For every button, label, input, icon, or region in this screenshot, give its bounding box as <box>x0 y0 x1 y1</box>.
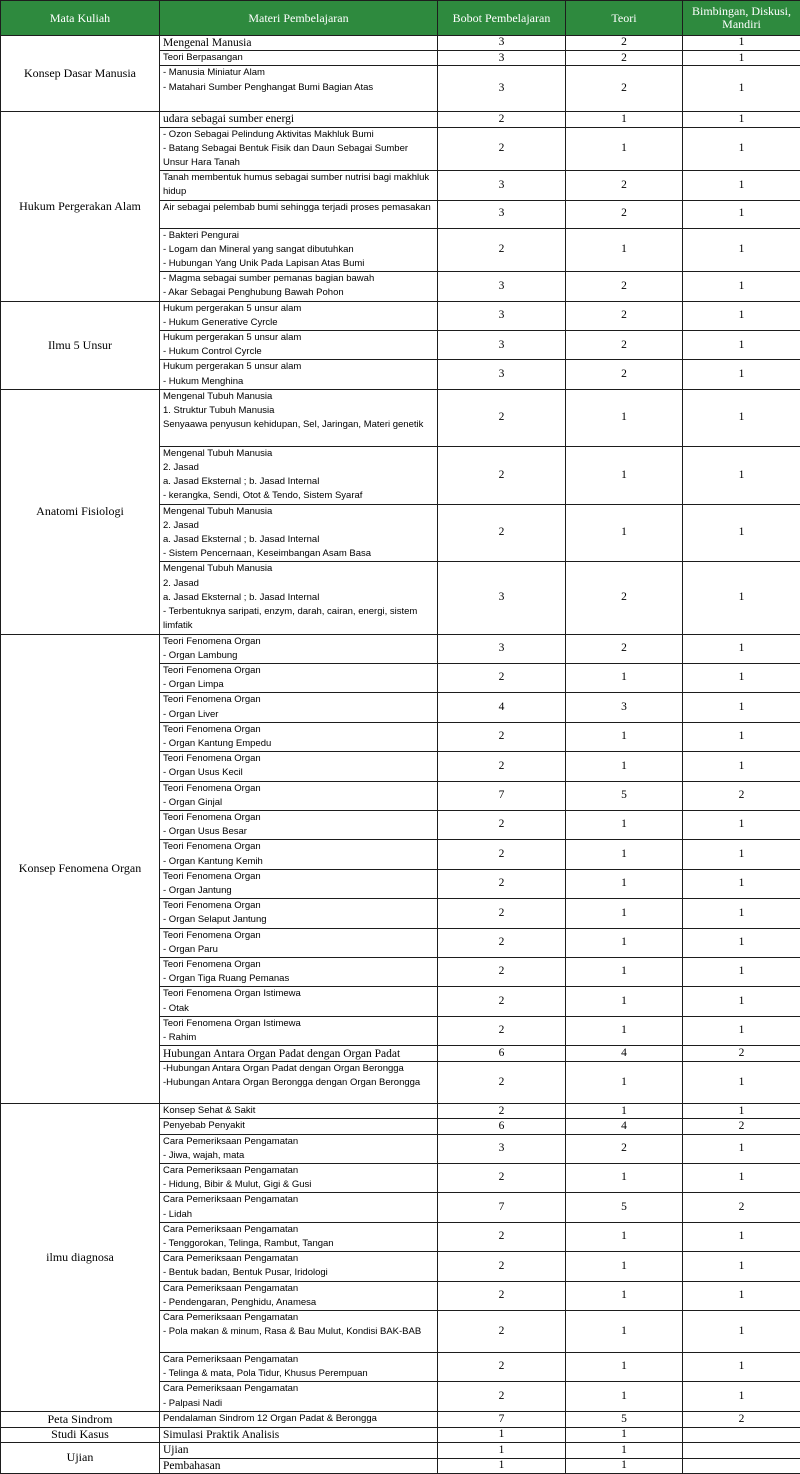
teori-cell: 1 <box>566 752 683 781</box>
bimbingan-cell <box>683 1459 800 1474</box>
materi-cell: - Ozon Sebagai Pelindung Aktivitas Makhluk Bumi - Batang Sebagai Bentuk Fisik dan Daun Sebagai Sumber Unsur Hara Tanah <box>160 127 438 171</box>
materi-cell: Teori Fenomena Organ - Organ Kantung Kemih <box>160 840 438 869</box>
bobot-cell: 2 <box>438 228 566 272</box>
teori-cell: 1 <box>566 1443 683 1459</box>
teori-cell: 1 <box>566 1062 683 1104</box>
bimbingan-cell: 1 <box>683 1016 800 1045</box>
teori-cell: 2 <box>566 171 683 200</box>
header-row <box>1 1 800 36</box>
materi-cell: Pendalaman Sindrom 12 Organ Padat & Berongga <box>160 1411 438 1427</box>
mata-kuliah-cell: Peta Sindrom <box>1 1411 160 1427</box>
bimbingan-cell: 1 <box>683 331 800 360</box>
table-row <box>1 1427 800 1442</box>
bobot-cell: 3 <box>438 360 566 389</box>
bobot-cell: 2 <box>438 840 566 869</box>
materi-cell: Hubungan Antara Organ Padat dengan Organ Padat <box>160 1046 438 1062</box>
teori-cell: 2 <box>566 66 683 112</box>
bimbingan-cell: 1 <box>683 1252 800 1281</box>
materi-cell: Pembahasan <box>160 1459 438 1474</box>
teori-cell: 4 <box>566 1046 683 1062</box>
teori-cell: 1 <box>566 663 683 692</box>
materi-cell: Teori Berpasangan <box>160 51 438 66</box>
header-bobot: Bobot Pembelajaran <box>438 1 566 36</box>
teori-cell: 2 <box>566 634 683 663</box>
teori-cell: 1 <box>566 504 683 562</box>
bobot-cell: 3 <box>438 51 566 66</box>
teori-cell: 1 <box>566 1459 683 1474</box>
teori-cell: 1 <box>566 869 683 898</box>
bobot-cell: 2 <box>438 446 566 504</box>
teori-cell: 1 <box>566 1311 683 1353</box>
bimbingan-cell: 1 <box>683 899 800 928</box>
teori-cell: 1 <box>566 1104 683 1119</box>
materi-cell: -Hubungan Antara Organ Padat dengan Organ Berongga -Hubungan Antara Organ Berongga dengan Organ Berongga <box>160 1062 438 1104</box>
teori-cell: 3 <box>566 693 683 722</box>
bobot-cell: 2 <box>438 752 566 781</box>
bobot-cell: 2 <box>438 869 566 898</box>
bobot-cell: 2 <box>438 957 566 986</box>
bobot-cell: 3 <box>438 331 566 360</box>
bobot-cell: 2 <box>438 987 566 1016</box>
bimbingan-cell: 2 <box>683 1119 800 1134</box>
teori-cell: 5 <box>566 1411 683 1427</box>
bimbingan-cell: 1 <box>683 127 800 171</box>
bimbingan-cell: 1 <box>683 36 800 51</box>
bobot-cell: 2 <box>438 1104 566 1119</box>
bimbingan-cell: 1 <box>683 957 800 986</box>
teori-cell: 1 <box>566 228 683 272</box>
teori-cell: 1 <box>566 1252 683 1281</box>
materi-cell: Cara Pemeriksaan Pengamatan - Lidah <box>160 1193 438 1222</box>
table-row <box>1 1443 800 1459</box>
bobot-cell: 3 <box>438 301 566 330</box>
materi-cell: Teori Fenomena Organ - Organ Tiga Ruang Pemanas <box>160 957 438 986</box>
teori-cell: 1 <box>566 810 683 839</box>
materi-cell: Simulasi Praktik Analisis <box>160 1427 438 1442</box>
materi-cell: Hukum pergerakan 5 unsur alam - Hukum Menghina <box>160 360 438 389</box>
materi-cell: Teori Fenomena Organ - Organ Usus Kecil <box>160 752 438 781</box>
bobot-cell: 3 <box>438 171 566 200</box>
materi-cell: Ujian <box>160 1443 438 1459</box>
teori-cell: 1 <box>566 928 683 957</box>
bobot-cell: 2 <box>438 663 566 692</box>
mata-kuliah-cell: ilmu diagnosa <box>1 1104 160 1412</box>
table-body <box>1 36 800 1474</box>
bobot-cell: 2 <box>438 722 566 751</box>
materi-cell: Teori Fenomena Organ - Organ Ginjal <box>160 781 438 810</box>
table-row <box>1 634 800 663</box>
bimbingan-cell: 1 <box>683 987 800 1016</box>
materi-cell: Cara Pemeriksaan Pengamatan - Hidung, Bibir & Mulut, Gigi & Gusi <box>160 1164 438 1193</box>
bobot-cell: 6 <box>438 1119 566 1134</box>
materi-cell: Cara Pemeriksaan Pengamatan - Telinga & mata, Pola Tidur, Khusus Perempuan <box>160 1353 438 1382</box>
materi-cell: Teori Fenomena Organ - Organ Limpa <box>160 663 438 692</box>
teori-cell: 2 <box>566 331 683 360</box>
materi-cell: Teori Fenomena Organ - Organ Liver <box>160 693 438 722</box>
bimbingan-cell: 1 <box>683 1281 800 1310</box>
table-row <box>1 1104 800 1119</box>
teori-cell: 5 <box>566 1193 683 1222</box>
teori-cell: 1 <box>566 127 683 171</box>
teori-cell: 1 <box>566 1164 683 1193</box>
bimbingan-cell: 1 <box>683 810 800 839</box>
bobot-cell: 2 <box>438 810 566 839</box>
bobot-cell: 3 <box>438 562 566 634</box>
bimbingan-cell: 1 <box>683 634 800 663</box>
materi-cell: Cara Pemeriksaan Pengamatan - Tenggorokan, Telinga, Rambut, Tangan <box>160 1222 438 1251</box>
bimbingan-cell: 1 <box>683 1222 800 1251</box>
bobot-cell: 1 <box>438 1443 566 1459</box>
teori-cell: 5 <box>566 781 683 810</box>
materi-cell: Penyebab Penyakit <box>160 1119 438 1134</box>
bimbingan-cell: 1 <box>683 360 800 389</box>
bimbingan-cell: 1 <box>683 1104 800 1119</box>
materi-cell: - Magma sebagai sumber pemanas bagian bawah - Akar Sebagai Penghubung Bawah Pohon <box>160 272 438 301</box>
bimbingan-cell: 1 <box>683 752 800 781</box>
bimbingan-cell: 1 <box>683 869 800 898</box>
bimbingan-cell: 1 <box>683 1311 800 1353</box>
bobot-cell: 7 <box>438 1193 566 1222</box>
materi-cell: Teori Fenomena Organ Istimewa - Otak <box>160 987 438 1016</box>
materi-cell: Mengenal Tubuh Manusia 2. Jasad a. Jasad Eksternal ; b. Jasad Internal - Terbentuknya saripati, enzym, darah, cairan, energi, sistem limfatik <box>160 562 438 634</box>
bobot-cell: 2 <box>438 1353 566 1382</box>
bobot-cell: 2 <box>438 112 566 127</box>
bimbingan-cell: 1 <box>683 51 800 66</box>
materi-cell: Mengenal Tubuh Manusia 1. Struktur Tubuh Manusia Senyaawa penyusun kehidupan, Sel, Jaringan, Materi genetik <box>160 389 438 446</box>
teori-cell: 2 <box>566 1134 683 1163</box>
teori-cell: 1 <box>566 1427 683 1442</box>
bobot-cell: 2 <box>438 1382 566 1411</box>
teori-cell: 2 <box>566 51 683 66</box>
teori-cell: 4 <box>566 1119 683 1134</box>
bimbingan-cell <box>683 1427 800 1442</box>
bimbingan-cell: 1 <box>683 663 800 692</box>
bobot-cell: 3 <box>438 272 566 301</box>
bimbingan-cell: 1 <box>683 200 800 228</box>
materi-cell: Hukum pergerakan 5 unsur alam - Hukum Control Cyrcle <box>160 331 438 360</box>
bobot-cell: 2 <box>438 1016 566 1045</box>
teori-cell: 1 <box>566 722 683 751</box>
bimbingan-cell: 1 <box>683 1062 800 1104</box>
bimbingan-cell <box>683 1443 800 1459</box>
materi-cell: Teori Fenomena Organ - Organ Kantung Empedu <box>160 722 438 751</box>
teori-cell: 1 <box>566 1222 683 1251</box>
materi-cell: Cara Pemeriksaan Pengamatan - Pendengaran, Penghidu, Anamesa <box>160 1281 438 1310</box>
materi-cell: Mengenal Manusia <box>160 36 438 51</box>
bimbingan-cell: 1 <box>683 504 800 562</box>
bobot-cell: 7 <box>438 1411 566 1427</box>
materi-cell: Mengenal Tubuh Manusia 2. Jasad a. Jasad Eksternal ; b. Jasad Internal - Sistem Pencernaan, Keseimbangan Asam Basa <box>160 504 438 562</box>
header-bimbingan: Bimbingan, Diskusi, Mandiri <box>683 1 800 36</box>
bimbingan-cell: 1 <box>683 66 800 112</box>
teori-cell: 1 <box>566 840 683 869</box>
bimbingan-cell: 2 <box>683 781 800 810</box>
bobot-cell: 3 <box>438 634 566 663</box>
bimbingan-cell: 1 <box>683 272 800 301</box>
teori-cell: 2 <box>566 272 683 301</box>
mata-kuliah-cell: Hukum Pergerakan Alam <box>1 112 160 301</box>
bimbingan-cell: 1 <box>683 389 800 446</box>
mata-kuliah-cell: Konsep Dasar Manusia <box>1 36 160 112</box>
bobot-cell: 2 <box>438 1252 566 1281</box>
bobot-cell: 7 <box>438 781 566 810</box>
bobot-cell: 3 <box>438 66 566 112</box>
bobot-cell: 1 <box>438 1427 566 1442</box>
bimbingan-cell: 2 <box>683 1193 800 1222</box>
materi-cell: - Manusia Miniatur Alam - Matahari Sumber Penghangat Bumi Bagian Atas <box>160 66 438 112</box>
bimbingan-cell: 1 <box>683 112 800 127</box>
bobot-cell: 2 <box>438 928 566 957</box>
bobot-cell: 2 <box>438 1222 566 1251</box>
materi-cell: Teori Fenomena Organ - Organ Selaput Jantung <box>160 899 438 928</box>
header-mata-kuliah: Mata Kuliah <box>1 1 160 36</box>
mata-kuliah-cell: Ujian <box>1 1443 160 1474</box>
bobot-cell: 2 <box>438 504 566 562</box>
table-row <box>1 1411 800 1427</box>
bobot-cell: 3 <box>438 36 566 51</box>
table-row <box>1 36 800 51</box>
mata-kuliah-cell: Studi Kasus <box>1 1427 160 1442</box>
bobot-cell: 2 <box>438 389 566 446</box>
bimbingan-cell: 1 <box>683 1164 800 1193</box>
teori-cell: 1 <box>566 987 683 1016</box>
bimbingan-cell: 1 <box>683 1382 800 1411</box>
bimbingan-cell: 1 <box>683 562 800 634</box>
bimbingan-cell: 2 <box>683 1046 800 1062</box>
materi-cell: Cara Pemeriksaan Pengamatan - Palpasi Nadi <box>160 1382 438 1411</box>
materi-cell: Cara Pemeriksaan Pengamatan - Pola makan & minum, Rasa & Bau Mulut, Kondisi BAK-BAB <box>160 1311 438 1353</box>
bobot-cell: 2 <box>438 1311 566 1353</box>
bobot-cell: 3 <box>438 200 566 228</box>
bobot-cell: 2 <box>438 1164 566 1193</box>
teori-cell: 2 <box>566 36 683 51</box>
bimbingan-cell: 1 <box>683 722 800 751</box>
teori-cell: 2 <box>566 200 683 228</box>
materi-cell: Teori Fenomena Organ - Organ Usus Besar <box>160 810 438 839</box>
bimbingan-cell: 2 <box>683 1411 800 1427</box>
bobot-cell: 4 <box>438 693 566 722</box>
bimbingan-cell: 1 <box>683 928 800 957</box>
table-row <box>1 301 800 330</box>
materi-cell: Teori Fenomena Organ - Organ Paru <box>160 928 438 957</box>
header-materi: Materi Pembelajaran <box>160 1 438 36</box>
materi-cell: Teori Fenomena Organ - Organ Jantung <box>160 869 438 898</box>
bobot-cell: 1 <box>438 1459 566 1474</box>
teori-cell: 1 <box>566 1353 683 1382</box>
mata-kuliah-cell: Konsep Fenomena Organ <box>1 634 160 1104</box>
materi-cell: Teori Fenomena Organ - Organ Lambung <box>160 634 438 663</box>
materi-cell: Air sebagai pelembab bumi sehingga terjadi proses pemasakan <box>160 200 438 228</box>
materi-cell: udara sebagai sumber energi <box>160 112 438 127</box>
materi-cell: Cara Pemeriksaan Pengamatan - Bentuk badan, Bentuk Pusar, Iridologi <box>160 1252 438 1281</box>
materi-cell: Hukum pergerakan 5 unsur alam - Hukum Generative Cyrcle <box>160 301 438 330</box>
bobot-cell: 2 <box>438 127 566 171</box>
teori-cell: 1 <box>566 957 683 986</box>
bimbingan-cell: 1 <box>683 228 800 272</box>
teori-cell: 2 <box>566 360 683 389</box>
bimbingan-cell: 1 <box>683 840 800 869</box>
bimbingan-cell: 1 <box>683 693 800 722</box>
materi-cell: - Bakteri Pengurai - Logam dan Mineral yang sangat dibutuhkan - Hubungan Yang Unik Pada Lapisan Atas Bumi <box>160 228 438 272</box>
teori-cell: 2 <box>566 301 683 330</box>
bobot-cell: 3 <box>438 1134 566 1163</box>
bobot-cell: 2 <box>438 1062 566 1104</box>
teori-cell: 1 <box>566 899 683 928</box>
bimbingan-cell: 1 <box>683 1134 800 1163</box>
materi-cell: Tanah membentuk humus sebagai sumber nutrisi bagi makhluk hidup <box>160 171 438 200</box>
materi-cell: Konsep Sehat & Sakit <box>160 1104 438 1119</box>
teori-cell: 2 <box>566 562 683 634</box>
table-row <box>1 112 800 127</box>
teori-cell: 1 <box>566 389 683 446</box>
bobot-cell: 2 <box>438 899 566 928</box>
teori-cell: 1 <box>566 446 683 504</box>
mata-kuliah-cell: Ilmu 5 Unsur <box>1 301 160 389</box>
teori-cell: 1 <box>566 1016 683 1045</box>
bimbingan-cell: 1 <box>683 1353 800 1382</box>
materi-cell: Cara Pemeriksaan Pengamatan - Jiwa, wajah, mata <box>160 1134 438 1163</box>
header-teori: Teori <box>566 1 683 36</box>
materi-cell: Teori Fenomena Organ Istimewa - Rahim <box>160 1016 438 1045</box>
bimbingan-cell: 1 <box>683 446 800 504</box>
mata-kuliah-cell: Anatomi Fisiologi <box>1 389 160 634</box>
teori-cell: 1 <box>566 1281 683 1310</box>
materi-cell: Mengenal Tubuh Manusia 2. Jasad a. Jasad Eksternal ; b. Jasad Internal - kerangka, Sendi, Otot & Tendo, Sistem Syaraf <box>160 446 438 504</box>
table-row <box>1 389 800 446</box>
bimbingan-cell: 1 <box>683 171 800 200</box>
teori-cell: 1 <box>566 112 683 127</box>
bimbingan-cell: 1 <box>683 301 800 330</box>
bobot-cell: 2 <box>438 1281 566 1310</box>
bobot-cell: 6 <box>438 1046 566 1062</box>
teori-cell: 1 <box>566 1382 683 1411</box>
